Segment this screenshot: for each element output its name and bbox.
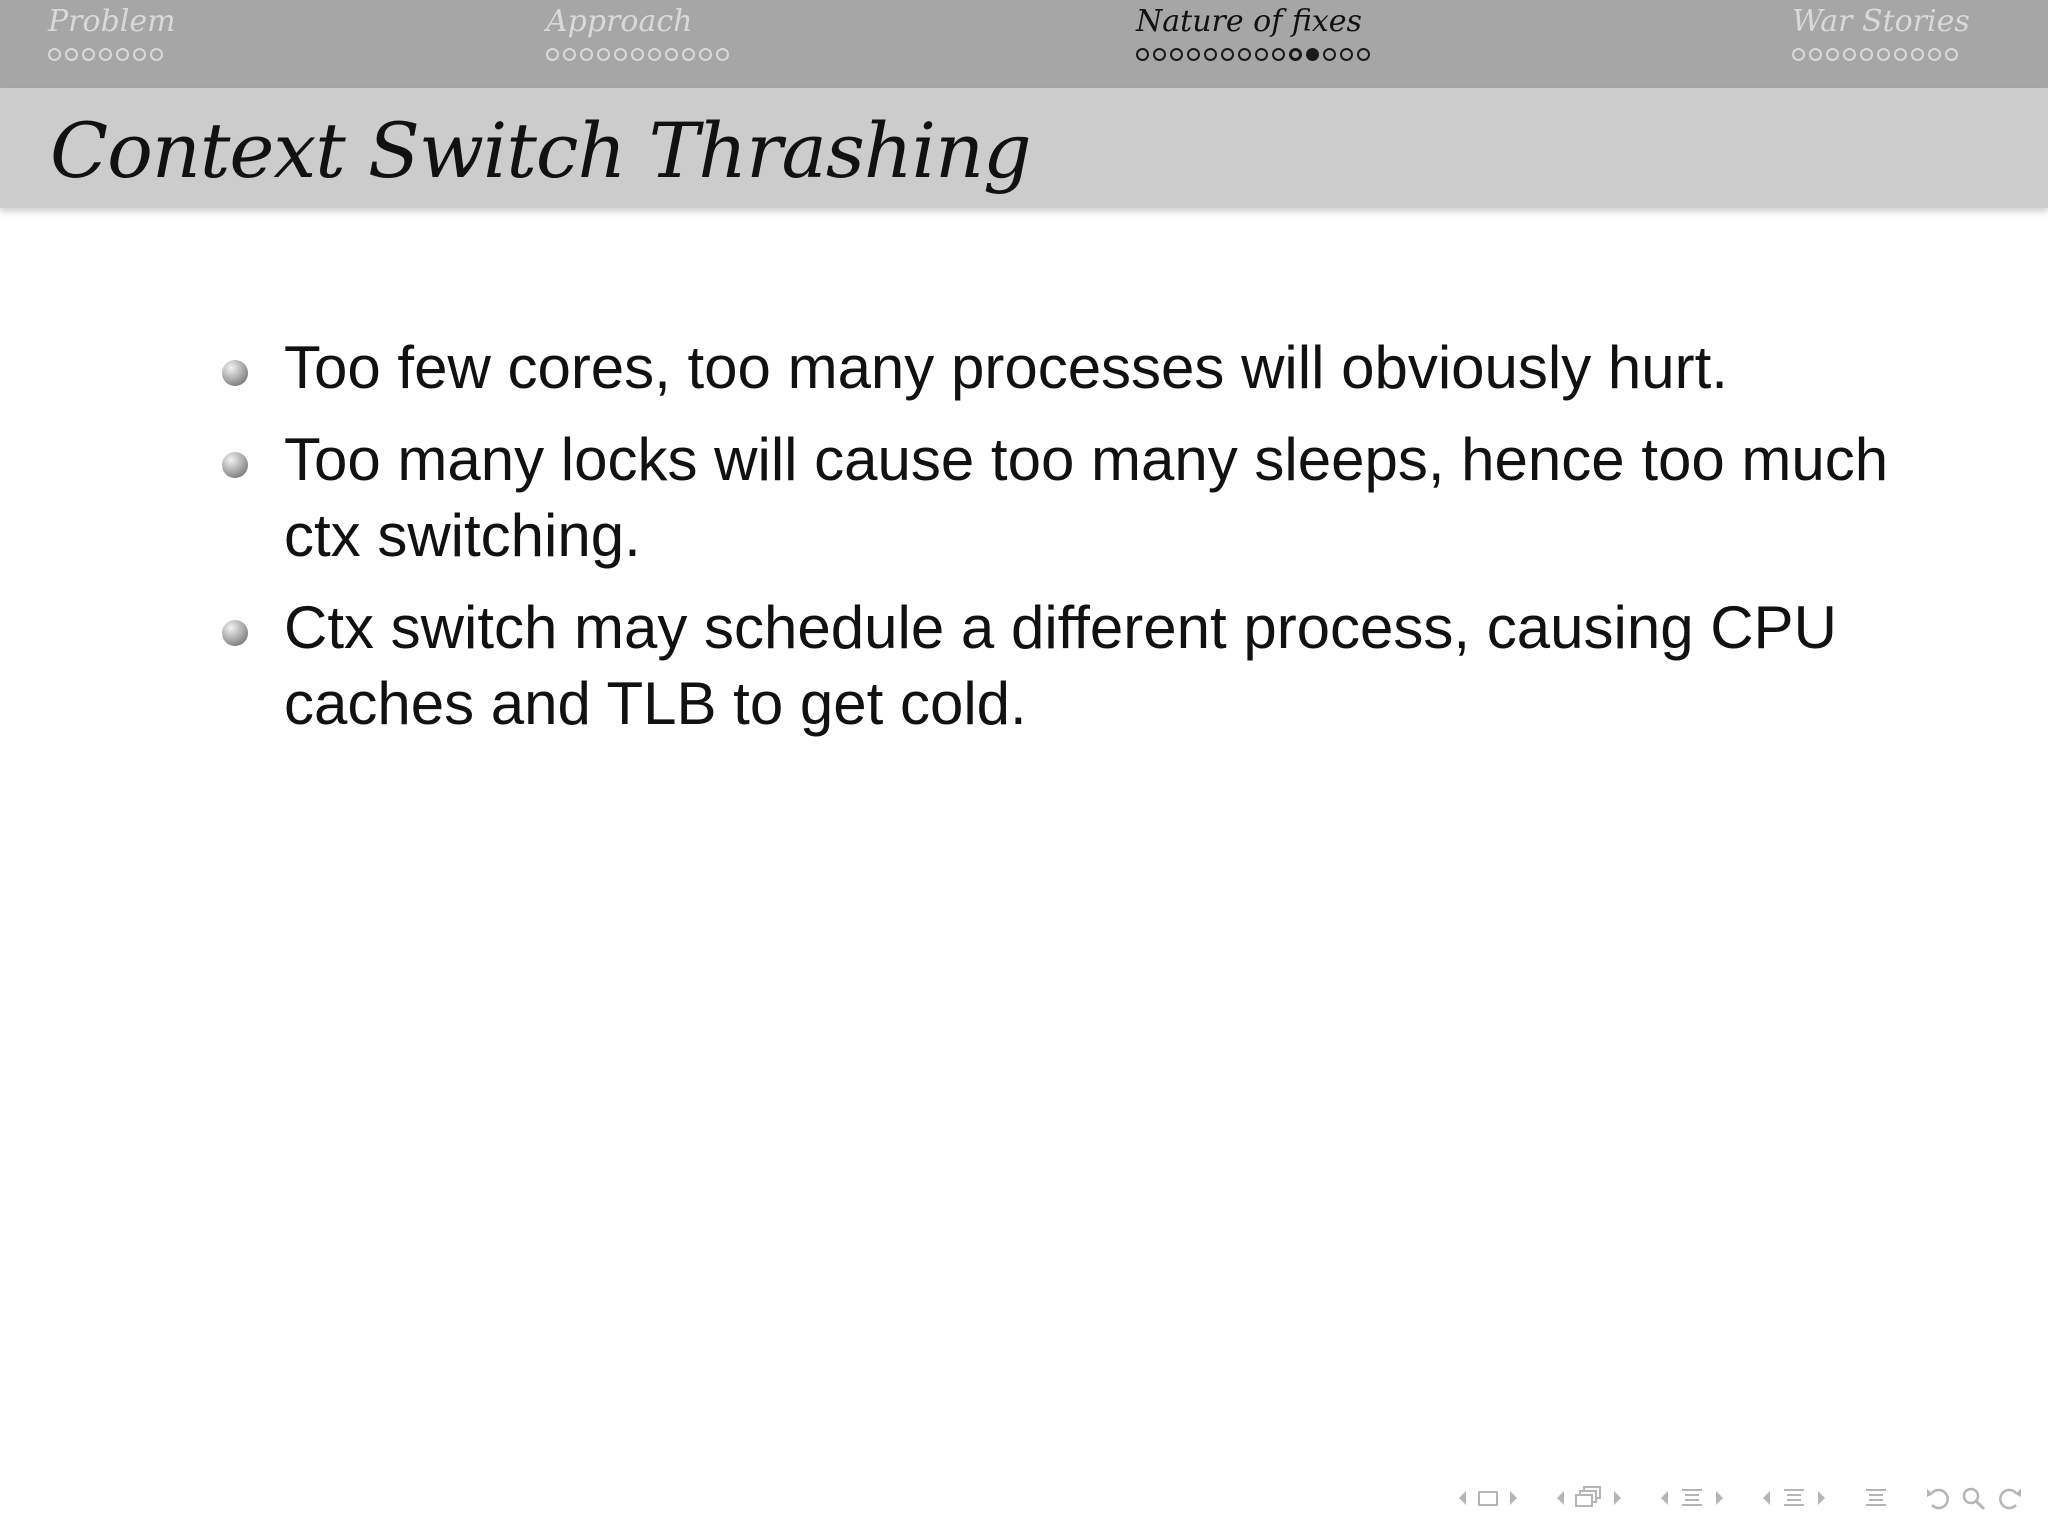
prev-document-arrow-icon[interactable] — [1760, 1489, 1772, 1507]
nav-frame-dot[interactable] — [1826, 48, 1839, 61]
nav-frame-dot[interactable] — [1945, 48, 1958, 61]
nav-frame-dot[interactable] — [1221, 48, 1234, 61]
bullet-ball-icon — [222, 360, 248, 386]
nav-frame-dot[interactable] — [1153, 48, 1166, 61]
nav-frame-dots — [1136, 48, 1374, 64]
nav-frame-dot[interactable] — [82, 48, 95, 61]
prev-subsection-arrow-icon[interactable] — [1554, 1489, 1566, 1507]
bullet-text: Too few cores, too many processes will obviously hurt. — [284, 334, 1728, 401]
nav-frame-dot[interactable] — [546, 48, 559, 61]
nav-frame-dot[interactable] — [682, 48, 695, 61]
nav-frame-dot[interactable] — [699, 48, 712, 61]
section-icon[interactable] — [1678, 1486, 1706, 1510]
bullet-list — [222, 330, 1902, 758]
nav-frame-dot[interactable] — [116, 48, 129, 61]
nav-frame-dot[interactable] — [614, 48, 627, 61]
nav-frame-dot[interactable] — [1289, 48, 1302, 61]
nav-frame-dot[interactable] — [597, 48, 610, 61]
nav-frame-dot[interactable] — [1843, 48, 1856, 61]
nav-frame-dot[interactable] — [1809, 48, 1822, 61]
frame-icon[interactable] — [1476, 1488, 1500, 1508]
nav-frame-dot[interactable] — [1792, 48, 1805, 61]
nav-frame-dot[interactable] — [48, 48, 61, 61]
nav-frame-dot[interactable] — [563, 48, 576, 61]
section-navigation-bar — [0, 0, 2048, 88]
nav-frame-dot[interactable] — [1187, 48, 1200, 61]
bullet-item — [222, 590, 1902, 742]
nav-frame-dots — [1792, 48, 1970, 64]
prev-frame-arrow-icon[interactable] — [1456, 1489, 1468, 1507]
nav-frame-dots — [48, 48, 176, 64]
nav-frame-dot[interactable] — [1323, 48, 1336, 61]
nav-frame-dot[interactable] — [1255, 48, 1268, 61]
next-section-arrow-icon[interactable] — [1714, 1489, 1726, 1507]
nav-section-problem[interactable] — [48, 4, 176, 64]
bullet-text: Ctx switch may schedule a different process, causing CPU caches and TLB to get cold. — [284, 594, 1837, 737]
nav-frame-dot[interactable] — [1272, 48, 1285, 61]
nav-frame-dot[interactable] — [631, 48, 644, 61]
search-icon[interactable] — [1960, 1485, 1988, 1511]
back-icon[interactable] — [1924, 1485, 1952, 1511]
nav-frame-dot[interactable] — [1860, 48, 1873, 61]
nav-frame-dots — [546, 48, 733, 64]
nav-frame-dot[interactable] — [1136, 48, 1149, 61]
forward-icon[interactable] — [1996, 1485, 2024, 1511]
bullet-item — [222, 330, 1902, 406]
nav-frame-dot[interactable] — [1911, 48, 1924, 61]
beamer-navigation-symbols — [1452, 1478, 2028, 1518]
next-document-arrow-icon[interactable] — [1816, 1489, 1828, 1507]
next-frame-arrow-icon[interactable] — [1508, 1489, 1520, 1507]
frame-title: Context Switch Thrashing — [50, 106, 1031, 195]
nav-section-war-stories[interactable] — [1792, 4, 1970, 64]
nav-frame-dot[interactable] — [1877, 48, 1890, 61]
nav-frame-dot[interactable] — [716, 48, 729, 61]
nav-frame-dot[interactable] — [665, 48, 678, 61]
nav-frame-dot[interactable] — [648, 48, 661, 61]
nav-frame-dot[interactable] — [133, 48, 146, 61]
nav-frame-dot[interactable] — [150, 48, 163, 61]
nav-section-approach[interactable] — [546, 4, 733, 64]
subsection-icon[interactable] — [1574, 1485, 1604, 1511]
next-subsection-arrow-icon[interactable] — [1612, 1489, 1624, 1507]
nav-frame-dot[interactable] — [1928, 48, 1941, 61]
appendix-icon[interactable] — [1862, 1486, 1890, 1510]
nav-section-nature-of-fixes[interactable] — [1136, 4, 1374, 64]
nav-frame-dot[interactable] — [1204, 48, 1217, 61]
nav-section-title[interactable]: Approach — [546, 4, 693, 39]
nav-frame-dot[interactable] — [99, 48, 112, 61]
nav-frame-dot[interactable] — [1238, 48, 1251, 61]
frame-title-bar — [0, 88, 2048, 208]
nav-frame-dot[interactable] — [65, 48, 78, 61]
bullet-ball-icon — [222, 620, 248, 646]
nav-frame-dot[interactable] — [1170, 48, 1183, 61]
nav-frame-dot[interactable] — [1894, 48, 1907, 61]
nav-section-title[interactable]: War Stories — [1792, 4, 1970, 39]
nav-frame-dot[interactable] — [1340, 48, 1353, 61]
nav-frame-dot[interactable] — [1306, 48, 1319, 61]
bullet-item — [222, 422, 1902, 574]
prev-section-arrow-icon[interactable] — [1658, 1489, 1670, 1507]
document-icon[interactable] — [1780, 1486, 1808, 1510]
nav-frame-dot[interactable] — [1357, 48, 1370, 61]
bullet-ball-icon — [222, 452, 248, 478]
nav-frame-dot[interactable] — [580, 48, 593, 61]
bullet-text: Too many locks will cause too many sleeps, hence too much ctx switching. — [284, 426, 1889, 569]
nav-section-title[interactable]: Nature of fixes — [1136, 4, 1362, 39]
nav-section-title[interactable]: Problem — [48, 4, 176, 39]
